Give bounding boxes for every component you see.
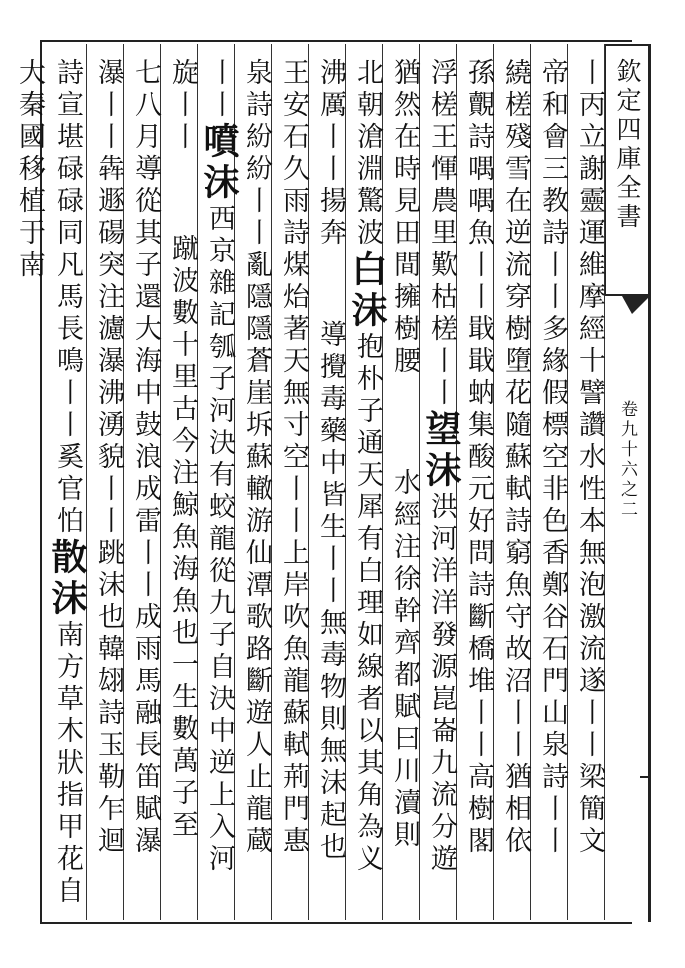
fish-tail-mark-icon <box>622 296 650 314</box>
column-text: 蹴波數十里古今注鯨魚海魚也一生數萬子至 <box>167 234 198 842</box>
column-text: 洪河洋洋發源崑崙九流分遊 <box>426 492 457 876</box>
text-column: 瀑丨丨犇遯碭突注濾瀑沸湧貌丨丨跳沫也韓翃詩玉勒乍迴 <box>93 58 124 858</box>
text-column: 七八月導從其子還大海中鼓浪成雷丨丨成雨馬融長笛賦瀑 <box>130 58 161 858</box>
entry-heading: 散沫 <box>46 538 88 620</box>
text-column <box>14 58 88 918</box>
column-text: 抱朴子通天犀有白理如線者以其角為义 <box>352 332 383 876</box>
text-column: 泉詩紛紛丨丨亂隱隱蒼崖坼蘇轍游仙潭歌路斷遊人止龍蔵 <box>241 58 272 858</box>
column-text: 西京雜記瓠子河決有蛟龍從九子自決中逆上入河 <box>204 204 235 876</box>
entry-heading: 白沫 <box>346 250 388 332</box>
column-text: 猶然在時見田間擁樹腰 <box>389 58 420 378</box>
text-column: 丨丙立謝靈運維摩經十譬讚水性本無泡激流遂丨丨梁簡文 <box>574 58 605 858</box>
column-text: 浮槎王惲農里歎枯槎丨丨 <box>426 58 457 410</box>
text-column: 帝和會三教詩丨丨多緣假標空非色香鄭谷石門山泉詩丨丨 <box>537 58 568 858</box>
column-text: 沸厲丨丨揚奔 <box>315 58 346 250</box>
entry-heading: 望沫 <box>420 410 462 492</box>
text-column: 王安石久雨詩煤炲著天無寸空丨丨上岸吹魚龍蘇軾荊門惠 <box>278 58 309 858</box>
column-text: 導攪毒藥中皆生丨丨無毒物則無沫起也 <box>315 320 346 864</box>
column-text: 詩宣堪碌碌同凡馬長鳴丨丨奚官怕 <box>52 58 83 538</box>
margin-volume-label: 卷九十六之二 <box>617 400 637 520</box>
margin-tick-mark <box>640 776 650 778</box>
text-column <box>420 58 460 918</box>
margin-book-title: 欽定四庫全書 <box>613 58 642 232</box>
text-column <box>383 58 423 918</box>
column-text: 北朝滄淵驚波 <box>352 58 383 250</box>
text-column <box>346 58 386 918</box>
text-column: 孫覿詩喁喁魚丨丨戢戢蚋集酸元好問詩斷橋堆丨丨高樹閣 <box>463 58 494 858</box>
column-text: 南方草木狀指甲花自大秦國移植于南 <box>14 58 83 908</box>
column-text: 旋丨丨 <box>167 58 198 154</box>
text-column <box>198 58 238 918</box>
text-column: 繞槎殘雪在逆流穿樹墮花隨蘇軾詩窮魚守故沼丨丨猶相依 <box>500 58 531 858</box>
column-text: 水經注徐幹齊都賦曰川瀆則 <box>389 468 420 852</box>
text-column <box>309 58 349 918</box>
entry-heading: 噴沫 <box>198 122 240 204</box>
column-text: 丨丨 <box>204 58 235 122</box>
text-column <box>161 58 201 918</box>
